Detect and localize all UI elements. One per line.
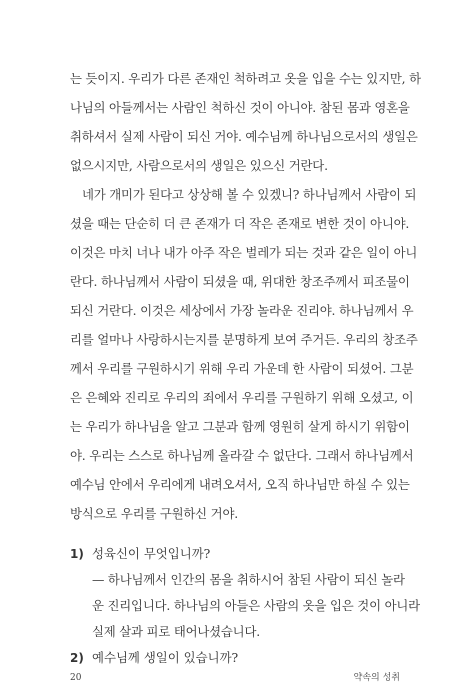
body-line: 없으시지만, 사람으로서의 생일은 있으신 거란다. (70, 158, 328, 173)
answer-line: 실제 살과 피로 태어나셨습니다. (92, 624, 260, 639)
body-line: 야. 우리는 스스로 하나님께 올라갈 수 없단다. 그래서 하나님께서 (70, 448, 414, 463)
body-line: 네가 개미가 된다고 상상해 볼 수 있겠니? 하나님께서 사람이 되 (82, 187, 417, 202)
body-line: 방식으로 우리를 구원하신 거야. (70, 506, 238, 521)
answer-line: 운 진리입니다. 하나님의 아들은 사람의 옷을 입은 것이 아니라 (92, 598, 420, 613)
body-line: 취하셔서 실제 사람이 되신 거야. 예수님께 하나님으로서의 생일은 (70, 129, 418, 144)
question-text: 성육신이 무엇입니까? (92, 546, 211, 561)
body-line: 란다. 하나님께서 사람이 되셨을 때, 위대한 창조주께서 피조물이 (70, 274, 410, 289)
page-number: 20 (70, 673, 82, 683)
body-line: 되신 거란다. 이것은 세상에서 가장 놀라운 진리야. 하나님께서 우 (70, 303, 414, 318)
body-line: 예수님 안에서 우리에게 내려오셔서, 오직 하나님만 하실 수 있는 (70, 477, 410, 492)
body-line: 셨을 때는 단순히 더 큰 존재가 더 작은 존재로 변한 것이 아니야. (70, 216, 410, 231)
question-text: 예수님께 생일이 있습니까? (92, 650, 239, 665)
body-line: 나님의 아들께서는 사람인 척하신 것이 아니야. 참된 몸과 영혼을 (70, 100, 410, 115)
question-number: 1) (70, 547, 84, 561)
body-line: 는 우리가 하나님을 알고 그분과 함께 영원히 살게 하시기 위함이 (70, 419, 410, 434)
body-line: 이것은 마치 너나 내가 아주 작은 벌레가 되는 것과 같은 일이 아니 (70, 245, 418, 260)
body-line: 는 듯이지. 우리가 다른 존재인 척하려고 옷을 입을 수는 있지만, 하 (70, 71, 421, 86)
body-line: 리를 얼마나 사랑하시는지를 분명하게 보여 주거든. 우리의 창조주 (70, 332, 418, 347)
question-number: 2) (70, 651, 84, 665)
running-footer-title: 약속의 성취 (353, 673, 400, 683)
body-line: 은 은혜와 진리로 우리의 죄에서 우리를 구원하기 위해 오셨고, 이 (70, 390, 414, 405)
answer-line: — 하나님께서 인간의 몸을 취하시어 참된 사람이 되신 놀라 (92, 572, 405, 587)
body-line: 께서 우리를 구원하시기 위해 우리 가운데 한 사람이 되셨어. 그분 (70, 361, 414, 376)
